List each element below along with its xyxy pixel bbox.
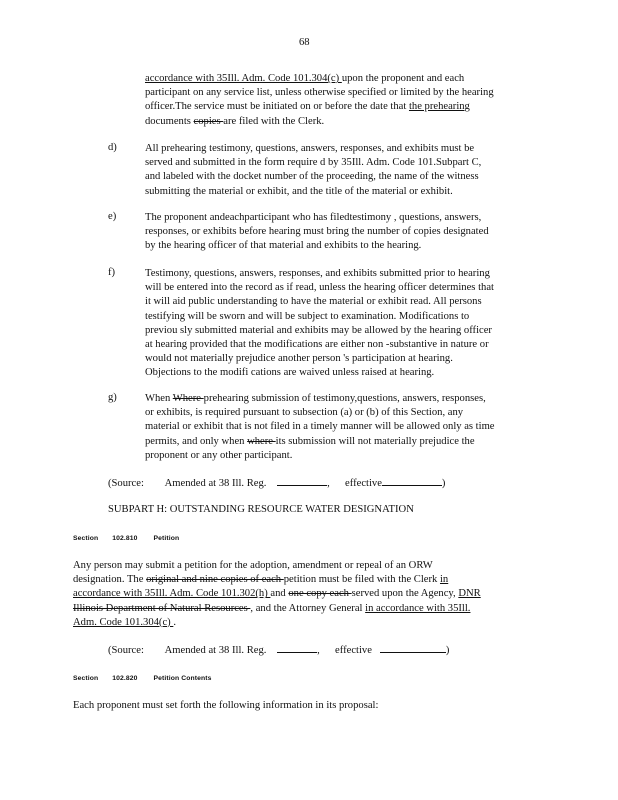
item-label-d: d) <box>108 142 117 153</box>
text-run: would not materially prejudice another person 's participation at hearing. <box>145 353 453 365</box>
source-reg-blank <box>277 476 327 486</box>
inserted-text: in accordance with 35Ill. <box>365 602 471 614</box>
paragraph-line <box>145 295 494 309</box>
text-run: officer.The service must be initiated on or before the date that <box>145 101 409 113</box>
text-run: are filed with the Clerk. <box>223 115 325 127</box>
text-run: Any person may submit a petition for the adoption, amendment or repeal of an ORW <box>73 560 433 571</box>
paragraph-line <box>145 366 494 380</box>
paragraph-line <box>73 602 481 616</box>
text-run: by the hearing officer of that material and exhibits to the hearing. <box>145 240 422 252</box>
text-run: proponent or any other participant. <box>145 449 293 461</box>
paragraph-line <box>145 406 495 420</box>
text-run: served and submitted in the form require d by 35Ill. Adm. Code 101.Subpart C, <box>145 157 482 169</box>
source-comma: , <box>327 478 330 489</box>
paragraph-line <box>145 100 494 114</box>
text-run: and <box>270 588 289 600</box>
text-run: responses, or exhibits before hearing must bring the number of copies designated <box>145 226 489 238</box>
intro-paragraph <box>145 72 494 129</box>
text-run: permits, and only when <box>145 435 248 447</box>
text-run: submitting the material or exhibit, and the title of the material or exhibit. <box>145 185 453 197</box>
section-title: Petition <box>153 535 180 542</box>
paragraph-line <box>145 86 494 100</box>
source-effective: effective <box>345 478 382 489</box>
struck-text: Where <box>172 393 204 404</box>
text-run: testifying will be sworn and will be subject to examination. Modifications to <box>145 310 470 322</box>
item-label-e: e) <box>108 211 117 222</box>
struck-text: original and nine copies of each <box>146 574 284 586</box>
struck-text: copies <box>193 115 224 127</box>
text-run: documents <box>145 115 194 127</box>
source-amended: Amended at 38 Ill. Reg. <box>164 478 267 489</box>
text-run: , and the Attorney General <box>250 602 366 614</box>
paragraph-line <box>145 420 495 434</box>
section-title: Petition Contents <box>153 675 212 682</box>
text-run: its submission will not materially prejudice the <box>275 435 475 447</box>
text-run: at hearing provided that the modifications are either non -substantive in nature or <box>145 339 489 351</box>
source-comma: , <box>317 645 320 656</box>
item-label-f: f) <box>108 267 116 278</box>
paragraph-line <box>145 267 494 281</box>
paragraph-line <box>145 392 495 406</box>
page-number: 68 <box>299 37 310 48</box>
text-run: petition must be filed with the Clerk <box>283 574 440 586</box>
source-effective-blank <box>380 643 446 653</box>
text-run: or exhibits, is required pursuant to subsection (a) or (b) of this Section, any <box>145 407 464 419</box>
paragraph-line <box>73 559 481 573</box>
source-amended: Amended at 38 Ill. Reg. <box>164 645 267 656</box>
text-run: Testimony, questions, answers, responses, and exhibits submitted prior to hearing <box>145 268 490 279</box>
paragraph-line <box>145 156 481 170</box>
petition-paragraph <box>73 559 481 630</box>
paragraph-line <box>145 142 481 156</box>
paragraph-line <box>145 115 494 129</box>
text-run: When <box>145 393 173 404</box>
paragraph-line <box>145 170 481 184</box>
text-run: Objections to the modifi cations are waived unless raised at hearing. <box>145 367 435 379</box>
source-note-2 <box>108 643 449 658</box>
paragraph-line <box>145 225 489 239</box>
paragraph-line <box>73 587 481 601</box>
struck-text: one copy each <box>288 588 352 600</box>
source-note-1 <box>108 476 445 491</box>
text-run: participant on any service list, unless otherwise specified or limited by the hearing <box>145 87 494 99</box>
subpart-heading: SUBPART H: OUTSTANDING RESOURCE WATER DESIGNATION <box>108 504 414 515</box>
item-d-paragraph <box>145 142 481 199</box>
source-close: ) <box>441 478 446 489</box>
item-f-paragraph <box>145 267 494 381</box>
source-effective-blank <box>382 476 442 486</box>
text-run: upon the proponent and each <box>341 73 465 84</box>
section-label: Section <box>73 535 99 542</box>
struck-text: Illinois Department of Natural Resources <box>73 602 251 614</box>
item-label-g: g) <box>108 392 117 403</box>
paragraph-line <box>145 324 494 338</box>
paragraph-line <box>145 449 495 463</box>
inserted-text: DNR <box>458 588 481 600</box>
item-e-paragraph <box>145 211 489 254</box>
paragraph-line <box>145 239 489 253</box>
item-g-paragraph <box>145 392 495 463</box>
text-run: served upon the Agency, <box>351 588 459 600</box>
inserted-text: accordance with 35Ill. Adm. Code 101.304(c) <box>145 73 342 84</box>
paragraph-line <box>145 185 481 199</box>
struck-text: where <box>247 435 276 447</box>
inserted-text: in <box>439 574 449 586</box>
inserted-text: accordance with 35Ill. Adm. Code 101.302(h) <box>73 588 271 600</box>
paragraph-line <box>73 616 481 630</box>
paragraph-line <box>73 573 481 587</box>
paragraph-line <box>145 352 494 366</box>
source-prefix: (Source: <box>108 645 144 656</box>
section-number: 102.810 <box>112 535 138 542</box>
text-run: previou sly submitted material and exhibits may be allowed by the hearing officer <box>145 324 492 336</box>
source-prefix: (Source: <box>108 478 144 489</box>
closing-line: Each proponent must set forth the following information in its proposal: <box>73 700 379 711</box>
paragraph-line <box>145 281 494 295</box>
text-run: All prehearing testimony, questions, answers, responses, and exhibits must be <box>145 143 475 154</box>
text-run: material or exhibit that is not filed in a timely manner will be allowed only as time <box>145 421 495 433</box>
text-run: . <box>173 616 176 628</box>
inserted-text: the prehearing <box>408 101 470 113</box>
paragraph-line <box>145 211 489 225</box>
inserted-text: Adm. Code 101.304(c) <box>73 616 174 628</box>
paragraph-line <box>145 310 494 324</box>
text-run: prehearing submission of testimony,questions, answers, responses, <box>203 393 486 404</box>
source-reg-blank <box>277 643 317 653</box>
section-810-heading <box>73 535 179 542</box>
source-effective: effective <box>335 645 372 656</box>
source-close: ) <box>445 645 450 656</box>
text-run: will be entered into the record as if read, unless the hearing officer determines that <box>145 282 494 294</box>
section-820-heading <box>73 675 212 682</box>
text-run: The proponent andeachparticipant who has filedtestimony , questions, answers, <box>145 212 482 223</box>
text-run: designation. The <box>73 574 147 586</box>
text-run: and labeled with the docket number of the proceeding, the name of the witness <box>145 171 479 183</box>
section-label: Section <box>73 675 99 682</box>
section-number: 102.820 <box>112 675 138 682</box>
paragraph-line <box>145 72 494 86</box>
paragraph-line <box>145 338 494 352</box>
paragraph-line <box>145 435 495 449</box>
text-run: it will aid public understanding to have the material or exhibit read. All persons <box>145 296 482 308</box>
